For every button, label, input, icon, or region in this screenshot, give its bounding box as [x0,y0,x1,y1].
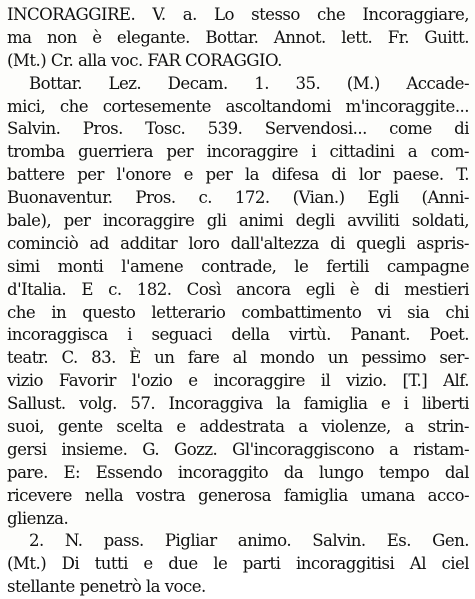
text-line: simi monti l'amene contrade, le fertili campagne [7,256,469,276]
text-line: cominciò ad additar loro dall'altezza di quegli aspris- [7,233,469,253]
text-line: teatr. C. 83. È un fare al mondo un pessimo ser- [7,348,469,368]
text-line: ricevere nella vostra generosa famiglia umana acco- [7,485,469,505]
text-line: vizio Favorir l'ozio e incoraggire il vizio. [T.] Alf. [7,371,469,391]
text-line: bale), per incoraggire gli animi degli avviliti soldati, [7,211,469,231]
text-line: che in questo letterario combattimento vi sia chi [7,302,469,322]
text-line: ma non è elegante. Bottar. Annot. lett. Fr. Guitt. [7,27,469,47]
text-line: d'Italia. E c. 182. Così ancora egli è di mestieri [7,279,469,299]
text-line: 2. N. pass. Pigliar animo. Salvin. Es. Gen. [29,531,469,551]
text-line: (Mt.) Di tutti e due le parti incoraggitisi Al ciel [7,554,469,574]
text-line: Salvin. Pros. Tosc. 539. Servendosi... come di [7,119,469,139]
text-line: glienza. [7,508,69,528]
text-line: Buonaventur. Pros. c. 172. (Vian.) Egli (Anni- [7,188,469,208]
text-line: Sallust. volg. 57. Incoraggiva la famiglia e i liberti [7,394,469,414]
text-line: (Mt.) Cr. alla voc. FAR CORAGGIO. [7,50,282,70]
text-line: mici, che cortesemente ascoltandomi m'incoraggite... [7,96,469,116]
text-line: INCORAGGIRE. V. a. Lo stesso che Incoraggiare, [7,5,469,24]
text-line: battere per l'onore e per la difesa di lor paese. T. [7,165,469,185]
text-line: Bottar. Lez. Decam. 1. 35. (M.) Accade- [29,73,469,93]
text-line: incoraggisca i seguaci della virtù. Panant. Poet. [7,325,469,345]
text-line: gersi insieme. G. Gozz. Gl'incoraggiscono a ristam- [7,439,469,459]
text-line: suoi, gente scelta e addestrata a violenze, a strin- [7,417,469,437]
text-line: stellante penetrò la voce. [7,577,206,597]
text-line: tromba guerriera per incoraggire i cittadini a com- [7,142,469,162]
dictionary-entry-incoraggire [7,4,469,599]
text-line: pare. E: Essendo incoraggito da lungo tempo dal [7,462,469,482]
